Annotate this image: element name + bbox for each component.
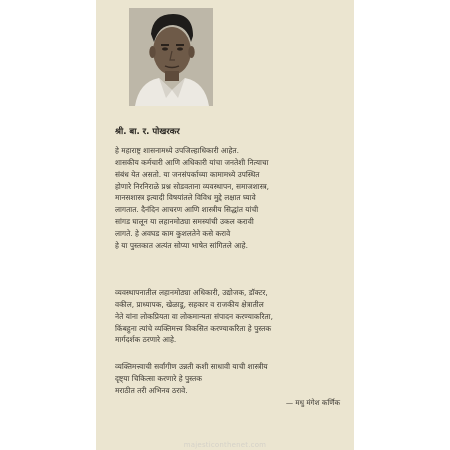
author-portrait-image (129, 8, 213, 106)
text-line: हे या पुस्तकात अत्यंत सोप्या भाषेत सांगितले आहे. (115, 240, 248, 250)
text-line: मराठीत तरी अभिनव ठरावे. (115, 385, 188, 395)
paragraph-conclusion (115, 361, 347, 397)
text-line: होणारे निरनिराळे प्रश्न सोडवताना व्यवस्थापन, समाजशास्त्र, (115, 181, 270, 191)
text-line: सांगड घालून या लहानमोठ्या समस्यांची उकल करावी (115, 217, 254, 227)
paragraph-audience (115, 287, 347, 346)
text-line: व्यवस्थापनातील लहानमोठ्या अधिकारी, उद्योजक, डॉक्टर, (115, 288, 268, 297)
text-line: व्यक्तिमत्त्वाची सर्वांगीण उन्नती कशी साधावी याची शास्त्रीय (115, 362, 268, 371)
text-line: दृष्ट्या चिकित्सा करणारे हे पुस्तक (115, 373, 202, 383)
back-cover (96, 0, 354, 450)
text-line: संबंध येत असतो. या जनसंपर्काच्या कामामध्ये उपस्थित (115, 169, 260, 179)
signature: — मधु मंगेश कर्णिक (285, 398, 340, 407)
text-line: नेते यांना लोकप्रियता वा लोकमान्यता संपादन करण्याकरिता, (115, 311, 273, 321)
watermark: majesticonthenet.com (183, 441, 267, 449)
paragraph-intro (115, 145, 347, 252)
text-line: वकील, प्राध्यापक, खेळाडू, सहकार व राजकीय क्षेत्रातील (115, 299, 264, 309)
text-line: मार्गदर्शक ठरणारे आहे. (115, 335, 177, 345)
text-line: लागते. हे अवघड काम कुशलतेने कसे करावे (115, 228, 231, 238)
text-line: लागतात. दैनंदिन आचरण आणि शास्त्रीय सिद्धांत यांची (115, 205, 259, 215)
text-line: मानसशास्त्र इत्यादी विषयांतले विविध मुद्दे लक्षात घ्यावे (115, 193, 256, 203)
text-line: शासकीय कर्मचारी आणि अधिकारी यांचा जनतेशी नित्याचा (115, 157, 269, 167)
text-line: किंबहुना त्यांचे व्यक्तिमत्त्व विकसित करण्याकरिता हे पुस्तक (115, 323, 272, 333)
text-line: हे महाराष्ट्र शासनामध्ये उपजिल्हाधिकारी आहेत. (115, 146, 239, 155)
author-name: श्री. बा. र. पोखरकर (115, 127, 180, 137)
author-photo (129, 8, 213, 106)
